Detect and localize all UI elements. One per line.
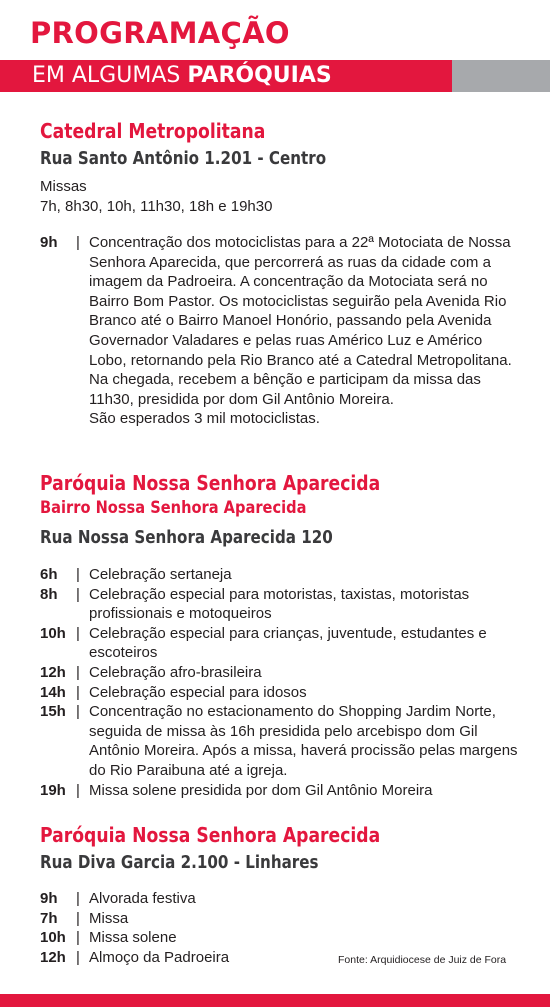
separator: | <box>76 566 80 583</box>
schedule-text: Missa solene presidida por dom Gil Antônio Moreira <box>89 781 433 799</box>
separator: | <box>76 781 80 799</box>
schedule-time: 6h <box>40 566 58 583</box>
catedral-schedule <box>40 233 520 429</box>
separator: | <box>76 234 80 251</box>
schedule-row <box>40 702 520 780</box>
schedule-time: 12h <box>40 948 66 966</box>
catedral-name: Catedral Metropolitana <box>40 119 266 143</box>
schedule-text: Almoço da Padroeira <box>89 948 230 966</box>
schedule-text: Celebração sertaneja <box>89 566 232 583</box>
schedule-row <box>40 565 520 585</box>
schedule-text: Alvorada festiva <box>89 890 196 907</box>
separator: | <box>76 890 80 907</box>
page-title: PROGRAMAÇÃO <box>30 16 290 50</box>
schedule-time: 10h <box>40 929 66 947</box>
schedule-desc <box>89 233 520 429</box>
catedral-address: Rua Santo Antônio 1.201 - Centro <box>40 148 327 169</box>
schedule-time: 14h <box>40 683 66 701</box>
schedule-time: 8h <box>40 585 58 603</box>
separator: | <box>76 929 80 947</box>
bottom-bar <box>0 994 550 1007</box>
separator: | <box>76 909 80 927</box>
schedule-time: 19h <box>40 781 66 799</box>
missas-times: 7h, 8h30, 10h, 11h30, 18h e 19h30 <box>40 198 273 215</box>
schedule-time: 10h <box>40 624 66 642</box>
paroquia1-address: Rua Nossa Senhora Aparecida 120 <box>40 527 333 548</box>
schedule-row <box>40 233 520 429</box>
schedule-time: 7h <box>40 909 58 927</box>
schedule-time: 9h <box>40 234 58 251</box>
separator: | <box>76 663 80 681</box>
schedule-time: 15h <box>40 703 66 721</box>
separator: | <box>76 703 80 721</box>
schedule-extra: São esperados 3 mil motociclistas. <box>89 410 320 428</box>
paroquia2-name: Paróquia Nossa Senhora Aparecida <box>40 823 381 847</box>
schedule-text: Celebração especial para crianças, juventude, estudantes e escoteiros <box>89 624 487 662</box>
band-regular: EM ALGUMAS <box>32 63 188 88</box>
schedule-row <box>40 585 520 624</box>
schedule-row <box>40 909 520 929</box>
paroquia1-subtitle: Bairro Nossa Senhora Aparecida <box>40 498 307 518</box>
separator: | <box>76 683 80 701</box>
schedule-text: Celebração especial para motoristas, taxistas, motoristas profissionais e motoqueiros <box>89 585 470 623</box>
schedule-text: Missa <box>89 909 129 927</box>
subtitle-band <box>0 60 550 92</box>
schedule-text: Concentração dos motociclistas para a 22ª Motociata de Nossa Senhora Aparecida, que percorrerá as ruas da cidade com a imagem da Padroeira. A concentração da Motociata será no Bairro Bom Pastor. Os motociclistas seguirão pela Avenida Rio Branco até o Bairro Manoel Honório, passando pela Avenida Governador Valadares e pelas ruas Américo Luz e Américo Lobo, retornando pela Rio Branco até a Catedral Metropolitana. Na chegada, recebem a bênção e participam da missa das 11h30, presidida por dom Gil Antônio Moreira. <box>89 234 512 408</box>
schedule-time: 12h <box>40 663 66 681</box>
separator: | <box>76 948 80 966</box>
schedule-text: Celebração especial para idosos <box>89 683 307 701</box>
schedule-text: Celebração afro-brasileira <box>89 663 262 681</box>
band-bold: PARÓQUIAS <box>187 63 332 88</box>
paroquia2-address: Rua Diva Garcia 2.100 - Linhares <box>40 852 319 873</box>
schedule-text: Missa solene <box>89 929 177 947</box>
band-grey <box>452 60 550 92</box>
band-text <box>32 63 332 88</box>
schedule-text: Concentração no estacionamento do Shopping Jardim Norte, seguida de missa às 16h presidida pelo arcebispo dom Gil Antônio Moreira. Após a missa, haverá procissão pelas margens do Rio Paraibuna até a igreja. <box>89 703 518 779</box>
separator: | <box>76 624 80 642</box>
schedule-time: 9h <box>40 890 58 907</box>
schedule-row <box>40 624 520 663</box>
paroquia1-schedule <box>40 565 520 800</box>
separator: | <box>76 585 80 603</box>
schedule-row <box>40 889 520 909</box>
schedule-row <box>40 663 520 683</box>
source-credit: Fonte: Arquidiocese de Juiz de Fora <box>338 954 507 966</box>
schedule-row <box>40 683 520 703</box>
schedule-row <box>40 781 520 801</box>
schedule-row <box>40 928 520 948</box>
missas-label: Missas <box>40 178 87 195</box>
paroquia1-name: Paróquia Nossa Senhora Aparecida <box>40 471 381 495</box>
